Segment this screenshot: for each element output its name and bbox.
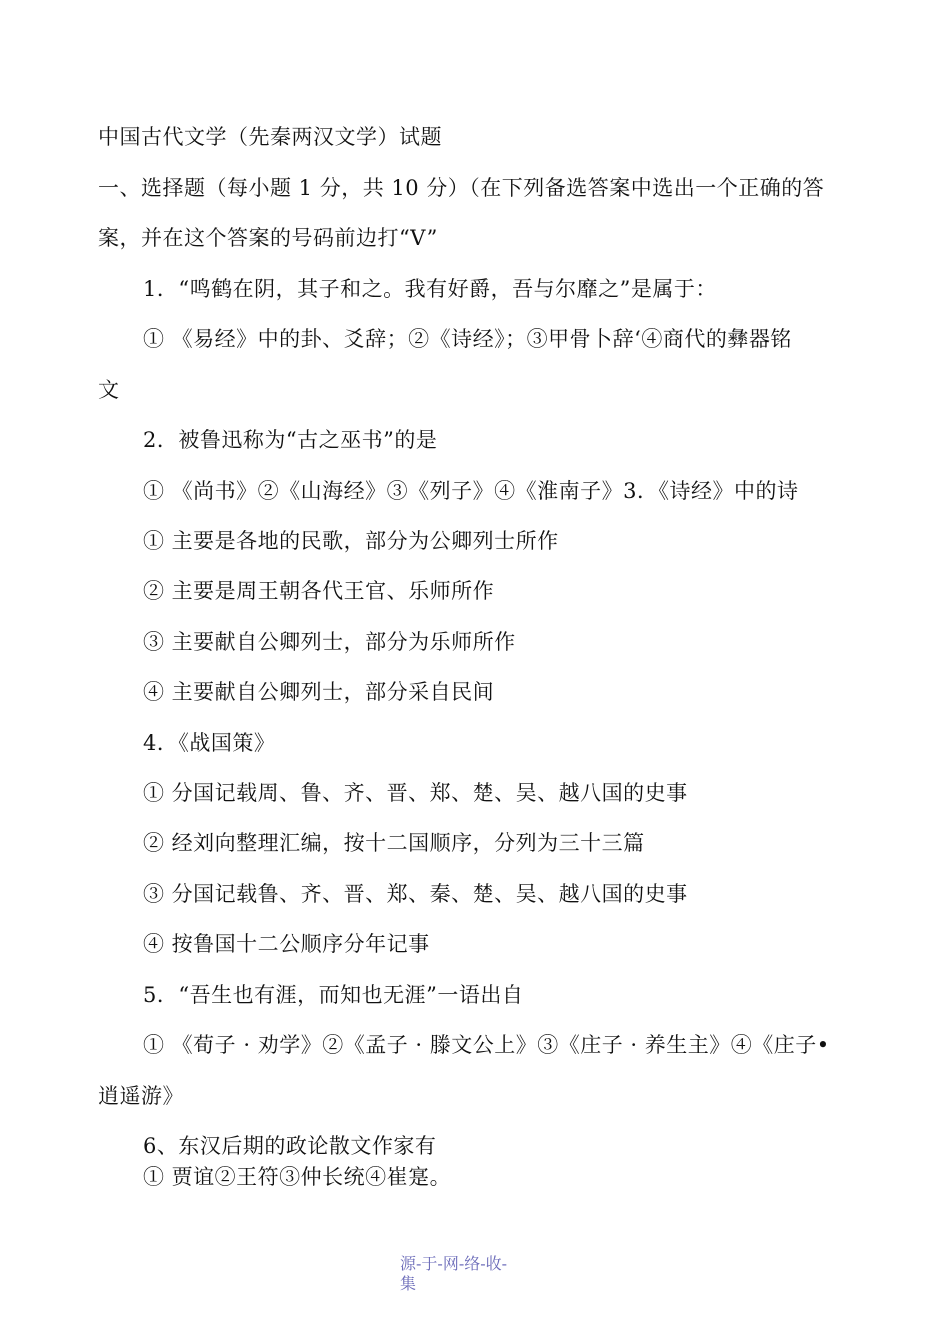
footer-line-1: 源-于-网-络-收- [400, 1254, 508, 1273]
question-4-option-3: ③ 分国记载鲁、齐、晋、郑、秦、楚、吴、越八国的史事 [143, 882, 688, 906]
question-1-options: ① 《易经》中的卦、爻辞；②《诗经》；③甲骨卜辞‘④商代的彝器铭 [143, 327, 792, 351]
question-2-options-and-question-3: ① 《尚书》②《山海经》③《列子》④《淮南子》3．《诗经》中的诗 [143, 479, 799, 503]
question-4-option-1: ① 分国记载周、鲁、齐、晋、郑、楚、吴、越八国的史事 [143, 781, 688, 805]
question-5-options: ① 《荀子 · 劝学》②《孟子 · 滕文公上》③《庄子 · 养生主》④《庄子• [143, 1033, 830, 1057]
question-3-option-1: ① 主要是各地的民歌，部分为公卿列士所作 [143, 529, 559, 553]
page-footer [400, 1254, 550, 1294]
question-2: 2．被鲁迅称为“古之巫书”的是 [143, 428, 438, 452]
question-3-option-4: ④ 主要献自公卿列士，部分采自民间 [143, 680, 495, 704]
question-4-option-2: ② 经刘向整理汇编，按十二国顺序，分列为三十三篇 [143, 831, 645, 855]
footer-line-2: 集 [400, 1274, 417, 1293]
section-instructions-line1: 一、选择题（每小题 1 分，共 10 分）（在下列备选答案中选出一个正确的答 [98, 176, 825, 200]
question-3-option-2: ② 主要是周王朝各代王官、乐师所作 [143, 579, 495, 603]
question-1: 1．“鸣鹤在阴，其子和之。我有好爵，吾与尔靡之”是属于： [143, 277, 717, 301]
question-6: 6、东汉后期的政论散文作家有 [143, 1134, 437, 1158]
exam-title: 中国古代文学（先秦两汉文学）试题 [98, 125, 442, 149]
question-5: 5．“吾生也有涯，而知也无涯”一语出自 [143, 983, 524, 1007]
question-6-options: ① 贾谊②王符③仲长统④崔寔。 [143, 1165, 452, 1189]
question-3-option-3: ③ 主要献自公卿列士，部分为乐师所作 [143, 630, 516, 654]
section-instructions-line2: 案，并在这个答案的号码前边打“V” [98, 226, 438, 250]
question-4-option-4: ④ 按鲁国十二公顺序分年记事 [143, 932, 430, 956]
question-5-options-continued: 逍遥游》 [98, 1084, 184, 1108]
question-1-options-continued: 文 [98, 378, 120, 402]
question-4: 4．《战国策》 [143, 731, 276, 755]
